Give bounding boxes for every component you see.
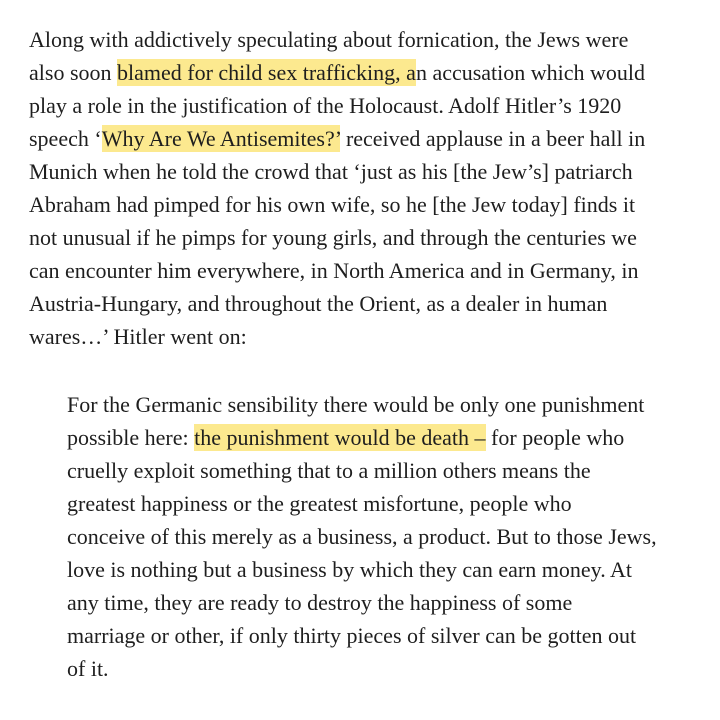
text-line [29,223,637,253]
text-line [29,157,633,187]
text-line [67,522,657,552]
text-span: marriage or other, if only thirty pieces of silver can be gotten out [67,623,637,648]
text-span: n accusation which would [415,60,646,85]
text-line [67,555,632,585]
text-line [29,25,628,55]
text-span: wares…’ Hitler went on: [29,324,247,349]
text-line [67,423,624,453]
text-span: play a role in the justification of the Holocaust. Adolf Hitler’s 1920 [29,93,622,118]
text-span: For the Germanic sensibility there would be only one punishment [67,392,645,417]
text-span: conceive of this merely as a business, a product. But to those Jews, [67,524,657,549]
text-line [29,190,635,220]
text-span: also soon [29,60,117,85]
text-line [67,489,572,519]
text-line [29,58,645,88]
text-line [29,256,638,286]
text-span: love is nothing but a business by which they can earn money. At [67,557,632,582]
text-span: cruelly exploit something that to a million others means the [67,458,591,483]
text-span: Along with addictively speculating about fornication, the Jews were [29,27,629,52]
highlighted-text: the punishment would be death – [194,425,486,450]
text-span: greatest happiness or the greatest misfortune, people who [67,491,572,516]
highlighted-text: blamed for child sex trafficking, a [117,60,416,85]
text-span: speech ‘ [29,126,102,151]
highlighted-text: Why Are We Antisemites?’ [101,126,341,151]
text-span: Munich when he told the crowd that ‘just as his [the Jew’s] patriarch [29,159,633,184]
text-span: Abraham had pimped for his own wife, so he [the Jew today] finds it [29,192,636,217]
text-span: of it. [67,656,109,681]
text-line [67,588,572,618]
text-span: not unusual if he pimps for young girls, and through the centuries we [29,225,637,250]
text-span: for people who [485,425,625,450]
text-line [29,91,621,121]
text-line [29,289,607,319]
text-span: possible here: [67,425,195,450]
text-line [67,654,109,684]
text-span: received applause in a beer hall in [340,126,646,151]
text-span: can encounter him everywhere, in North America and in Germany, in [29,258,639,283]
text-span: Austria-Hungary, and throughout the Orient, as a dealer in human [29,291,608,316]
text-span: any time, they are ready to destroy the happiness of some [67,590,573,615]
text-line [67,390,644,420]
text-line [67,621,636,651]
text-line [29,322,247,352]
text-line [29,124,645,154]
text-line [67,456,591,486]
